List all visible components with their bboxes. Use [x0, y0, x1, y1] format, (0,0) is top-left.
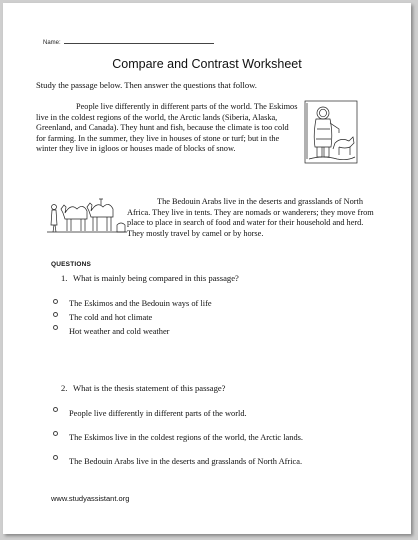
- worksheet-title: Compare and Contrast Worksheet: [112, 57, 302, 71]
- name-blank-line[interactable]: [64, 37, 214, 44]
- q2-option-2-label: The Eskimos live in the coldest regions of the world, the Arctic lands.: [69, 433, 303, 442]
- q1-option-1-label: The Eskimos and the Bedouin ways of life: [69, 299, 212, 308]
- q2-option-3-radio[interactable]: [53, 455, 58, 460]
- name-label: Name:: [43, 40, 61, 46]
- question-2-text: What is the thesis statement of this passage?: [73, 383, 226, 393]
- q2-option-1-label: People live differently in different parts of the world.: [69, 409, 247, 418]
- worksheet-page: [3, 3, 411, 534]
- question-1: [61, 273, 239, 283]
- q2-option-1-radio[interactable]: [53, 407, 58, 412]
- question-1-text: What is mainly being compared in this passage?: [73, 273, 239, 283]
- eskimo-illustration-icon: [303, 99, 359, 165]
- q1-option-3-label: Hot weather and cold weather: [69, 327, 170, 336]
- question-1-number: 1.: [61, 273, 68, 283]
- q1-option-2-radio[interactable]: [53, 312, 58, 317]
- passage-paragraph-bedouins: [127, 197, 381, 239]
- passage-paragraph-eskimos: [36, 102, 298, 155]
- paragraph2-text: The Bedouin Arabs live in the deserts and grasslands of North Africa. They live in tents. They are nomads or wanderers; they move from place to place in search of food and water for their household and herd. They mostly travel by camel or by horse.: [127, 197, 374, 238]
- questions-header: QUESTIONS: [51, 261, 92, 268]
- camel-caravan-illustration-icon: [47, 195, 127, 235]
- question-2-number: 2.: [61, 383, 68, 393]
- q1-option-3-radio[interactable]: [53, 325, 58, 330]
- q1-option-2-label: The cold and hot climate: [69, 313, 153, 322]
- footer-website: www.studyassistant.org: [51, 494, 130, 503]
- q2-option-2-radio[interactable]: [53, 431, 58, 436]
- q2-option-3-label: The Bedouin Arabs live in the deserts and grasslands of North Africa.: [69, 457, 303, 466]
- question-2: [61, 383, 226, 393]
- instructions-text: Study the passage below. Then answer the questions that follow.: [36, 80, 257, 90]
- paragraph1-text: People live differently in different parts of the world. The Eskimos live in the coldest regions of the world, the Arctic lands (Siberia, Alaska, Greenland, and Canada). They hunt and fish, because the climate is too cold for farming. In the summer, they live in houses of stone or turf; but in the winter they live in igloos or houses made of blocks of snow.: [36, 102, 298, 154]
- name-field-row: [43, 37, 214, 46]
- q1-option-1-radio[interactable]: [53, 299, 58, 304]
